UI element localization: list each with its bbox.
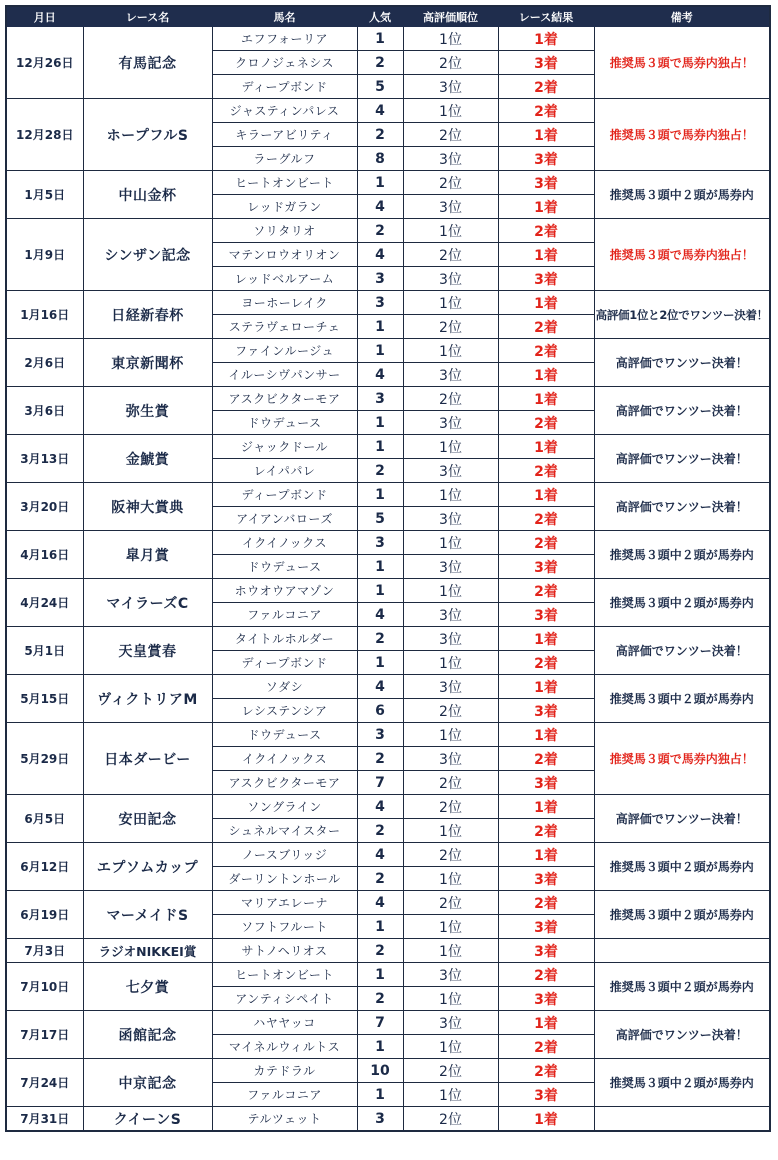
race-result: 2着: [498, 315, 594, 339]
evaluation-rank: 1位: [403, 531, 498, 555]
evaluation-rank: 2位: [403, 699, 498, 723]
popularity: 2: [357, 219, 403, 243]
evaluation-rank: 1位: [403, 1083, 498, 1107]
evaluation-rank: 1位: [403, 435, 498, 459]
evaluation-rank: 1位: [403, 819, 498, 843]
popularity: 4: [357, 243, 403, 267]
evaluation-rank: 3位: [403, 603, 498, 627]
header-race: レース名: [83, 6, 212, 27]
popularity: 1: [357, 915, 403, 939]
evaluation-rank: 2位: [403, 1107, 498, 1132]
popularity: 1: [357, 651, 403, 675]
race-result: 3着: [498, 603, 594, 627]
race-name: 弥生賞: [83, 387, 212, 435]
table-row: [6, 387, 770, 411]
race-note: 推奨馬３頭で馬券内独占！: [594, 99, 770, 171]
popularity: 4: [357, 195, 403, 219]
evaluation-rank: 1位: [403, 339, 498, 363]
race-note: 高評価でワンツー決着！: [594, 627, 770, 675]
race-result: 2着: [498, 459, 594, 483]
table-row: [6, 483, 770, 507]
table-row: [6, 339, 770, 363]
popularity: 4: [357, 891, 403, 915]
popularity: 6: [357, 699, 403, 723]
evaluation-rank: 3位: [403, 411, 498, 435]
horse-name: ダーリントンホール: [212, 867, 357, 891]
evaluation-rank: 3位: [403, 75, 498, 99]
evaluation-rank: 2位: [403, 51, 498, 75]
horse-name: ソダシ: [212, 675, 357, 699]
table-row: [6, 435, 770, 459]
header-rank: 高評価順位: [403, 6, 498, 27]
race-name: 東京新聞杯: [83, 339, 212, 387]
race-note: 高評価でワンツー決着！: [594, 1011, 770, 1059]
race-name: マーメイドS: [83, 891, 212, 939]
evaluation-rank: 2位: [403, 171, 498, 195]
horse-name: ソフトフルート: [212, 915, 357, 939]
popularity: 1: [357, 483, 403, 507]
race-date: 7月3日: [6, 939, 83, 963]
race-result: 3着: [498, 267, 594, 291]
race-name: 皐月賞: [83, 531, 212, 579]
race-note: 推奨馬３頭中２頭が馬券内: [594, 675, 770, 723]
race-result: 2着: [498, 1035, 594, 1059]
evaluation-rank: 1位: [403, 939, 498, 963]
race-name: 七夕賞: [83, 963, 212, 1011]
popularity: 2: [357, 747, 403, 771]
popularity: 2: [357, 867, 403, 891]
table-row: [6, 291, 770, 315]
horse-name: ラーグルフ: [212, 147, 357, 171]
race-date: 5月1日: [6, 627, 83, 675]
horse-name: サトノヘリオス: [212, 939, 357, 963]
popularity: 2: [357, 51, 403, 75]
popularity: 3: [357, 531, 403, 555]
evaluation-rank: 1位: [403, 651, 498, 675]
race-name: 函館記念: [83, 1011, 212, 1059]
race-result: 1着: [498, 387, 594, 411]
table-row: [6, 171, 770, 195]
evaluation-rank: 3位: [403, 147, 498, 171]
horse-name: ヒートオンビート: [212, 171, 357, 195]
race-result: 2着: [498, 75, 594, 99]
horse-name: ノースブリッジ: [212, 843, 357, 867]
race-result: 3着: [498, 555, 594, 579]
race-result: 1着: [498, 723, 594, 747]
race-date: 2月6日: [6, 339, 83, 387]
race-name: ラジオNIKKEI賞: [83, 939, 212, 963]
race-result: 1着: [498, 675, 594, 699]
race-result: 1着: [498, 435, 594, 459]
popularity: 1: [357, 315, 403, 339]
popularity: 2: [357, 819, 403, 843]
horse-name: アスクビクターモア: [212, 387, 357, 411]
race-result: 2着: [498, 747, 594, 771]
race-date: 1月5日: [6, 171, 83, 219]
horse-name: マイネルウィルトス: [212, 1035, 357, 1059]
race-result: 2着: [498, 1059, 594, 1083]
race-note: 推奨馬３頭で馬券内独占！: [594, 27, 770, 99]
table-body: [6, 27, 770, 1132]
popularity: 3: [357, 291, 403, 315]
race-result: 2着: [498, 579, 594, 603]
race-result: 2着: [498, 819, 594, 843]
evaluation-rank: 1位: [403, 1035, 498, 1059]
horse-name: イクイノックス: [212, 747, 357, 771]
evaluation-rank: 1位: [403, 99, 498, 123]
race-result: 2着: [498, 99, 594, 123]
horse-name: タイトルホルダー: [212, 627, 357, 651]
horse-name: シュネルマイスター: [212, 819, 357, 843]
horse-name: イクイノックス: [212, 531, 357, 555]
popularity: 1: [357, 339, 403, 363]
race-result: 1着: [498, 843, 594, 867]
popularity: 1: [357, 579, 403, 603]
table-row: [6, 891, 770, 915]
race-date: 3月13日: [6, 435, 83, 483]
race-name: 阪神大賞典: [83, 483, 212, 531]
table-row: [6, 843, 770, 867]
race-date: 7月24日: [6, 1059, 83, 1107]
evaluation-rank: 3位: [403, 1011, 498, 1035]
race-note: 推奨馬３頭で馬券内独占！: [594, 219, 770, 291]
horse-name: レッドガラン: [212, 195, 357, 219]
horse-name: ジャスティンパレス: [212, 99, 357, 123]
popularity: 2: [357, 123, 403, 147]
evaluation-rank: 1位: [403, 27, 498, 51]
horse-name: ドウデュース: [212, 723, 357, 747]
table-row: [6, 963, 770, 987]
evaluation-rank: 3位: [403, 195, 498, 219]
evaluation-rank: 2位: [403, 771, 498, 795]
popularity: 4: [357, 363, 403, 387]
header-date: 月日: [6, 6, 83, 27]
popularity: 3: [357, 267, 403, 291]
race-date: 5月15日: [6, 675, 83, 723]
horse-name: イルーシヴパンサー: [212, 363, 357, 387]
race-result: 3着: [498, 171, 594, 195]
race-result: 1着: [498, 1107, 594, 1132]
evaluation-rank: 1位: [403, 987, 498, 1011]
evaluation-rank: 1位: [403, 723, 498, 747]
horse-name: キラーアビリティ: [212, 123, 357, 147]
horse-name: レッドベルアーム: [212, 267, 357, 291]
race-note: 高評価でワンツー決着！: [594, 387, 770, 435]
race-result: 3着: [498, 771, 594, 795]
race-result: 1着: [498, 123, 594, 147]
horse-name: ホウオウアマゾン: [212, 579, 357, 603]
race-date: 1月16日: [6, 291, 83, 339]
race-date: 6月5日: [6, 795, 83, 843]
race-note: 高評価でワンツー決着！: [594, 435, 770, 483]
evaluation-rank: 3位: [403, 963, 498, 987]
race-note: [594, 939, 770, 963]
horse-name: テルツェット: [212, 1107, 357, 1132]
horse-name: レシステンシア: [212, 699, 357, 723]
table-row: [6, 531, 770, 555]
race-result: 2着: [498, 891, 594, 915]
evaluation-rank: 2位: [403, 843, 498, 867]
race-result: 2着: [498, 507, 594, 531]
horse-name: ファルコニア: [212, 603, 357, 627]
race-result: 1着: [498, 195, 594, 219]
popularity: 2: [357, 987, 403, 1011]
race-date: 3月20日: [6, 483, 83, 531]
header-popularity: 人気: [357, 6, 403, 27]
race-date: 5月29日: [6, 723, 83, 795]
table-row: [6, 795, 770, 819]
race-name: 中山金杯: [83, 171, 212, 219]
horse-name: マテンロウオリオン: [212, 243, 357, 267]
evaluation-rank: 2位: [403, 795, 498, 819]
popularity: 7: [357, 1011, 403, 1035]
table-row: [6, 27, 770, 51]
race-result: 3着: [498, 987, 594, 1011]
race-result: 3着: [498, 699, 594, 723]
horse-name: ハヤヤッコ: [212, 1011, 357, 1035]
evaluation-rank: 3位: [403, 747, 498, 771]
race-name: 日本ダービー: [83, 723, 212, 795]
evaluation-rank: 2位: [403, 315, 498, 339]
race-result: 1着: [498, 483, 594, 507]
race-result: 3着: [498, 915, 594, 939]
header-horse: 馬名: [212, 6, 357, 27]
race-name: ホープフルS: [83, 99, 212, 171]
popularity: 1: [357, 27, 403, 51]
horse-name: アスクビクターモア: [212, 771, 357, 795]
evaluation-rank: 1位: [403, 915, 498, 939]
popularity: 3: [357, 1107, 403, 1132]
popularity: 10: [357, 1059, 403, 1083]
race-note: 高評価1位と2位でワンツー決着！: [594, 291, 770, 339]
evaluation-rank: 2位: [403, 243, 498, 267]
results-sheet: [5, 5, 771, 1132]
horse-name: エフフォーリア: [212, 27, 357, 51]
race-date: 7月17日: [6, 1011, 83, 1059]
popularity: 4: [357, 843, 403, 867]
horse-name: マリアエレーナ: [212, 891, 357, 915]
popularity: 4: [357, 795, 403, 819]
race-results-table: [5, 5, 771, 1132]
evaluation-rank: 1位: [403, 867, 498, 891]
race-result: 1着: [498, 363, 594, 387]
race-note: 推奨馬３頭中２頭が馬券内: [594, 843, 770, 891]
race-note: 推奨馬３頭中２頭が馬券内: [594, 963, 770, 1011]
horse-name: ジャックドール: [212, 435, 357, 459]
horse-name: アンティシペイト: [212, 987, 357, 1011]
race-note: 推奨馬３頭中２頭が馬券内: [594, 171, 770, 219]
race-date: 7月10日: [6, 963, 83, 1011]
race-result: 3着: [498, 147, 594, 171]
horse-name: ヨーホーレイク: [212, 291, 357, 315]
race-result: 1着: [498, 291, 594, 315]
race-date: 6月12日: [6, 843, 83, 891]
race-note: 高評価でワンツー決着！: [594, 795, 770, 843]
header-note: 備考: [594, 6, 770, 27]
race-date: 6月19日: [6, 891, 83, 939]
popularity: 1: [357, 411, 403, 435]
horse-name: レイパパレ: [212, 459, 357, 483]
header-result: レース結果: [498, 6, 594, 27]
popularity: 4: [357, 675, 403, 699]
horse-name: カテドラル: [212, 1059, 357, 1083]
race-result: 1着: [498, 243, 594, 267]
evaluation-rank: 2位: [403, 1059, 498, 1083]
evaluation-rank: 1位: [403, 291, 498, 315]
race-name: 安田記念: [83, 795, 212, 843]
race-name: 天皇賞春: [83, 627, 212, 675]
race-result: 2着: [498, 651, 594, 675]
race-name: シンザン記念: [83, 219, 212, 291]
evaluation-rank: 3位: [403, 363, 498, 387]
race-name: 日経新春杯: [83, 291, 212, 339]
race-date: 3月6日: [6, 387, 83, 435]
race-result: 1着: [498, 795, 594, 819]
race-result: 2着: [498, 219, 594, 243]
horse-name: ソングライン: [212, 795, 357, 819]
race-date: 12月28日: [6, 99, 83, 171]
evaluation-rank: 3位: [403, 555, 498, 579]
evaluation-rank: 3位: [403, 459, 498, 483]
race-date: 7月31日: [6, 1107, 83, 1132]
race-result: 3着: [498, 51, 594, 75]
race-result: 2着: [498, 963, 594, 987]
table-row: [6, 627, 770, 651]
horse-name: クロノジェネシス: [212, 51, 357, 75]
popularity: 2: [357, 627, 403, 651]
table-row: [6, 939, 770, 963]
popularity: 2: [357, 939, 403, 963]
table-row: [6, 1011, 770, 1035]
horse-name: ヒートオンビート: [212, 963, 357, 987]
evaluation-rank: 1位: [403, 483, 498, 507]
race-note: 高評価でワンツー決着！: [594, 339, 770, 387]
table-row: [6, 1107, 770, 1132]
race-result: 1着: [498, 27, 594, 51]
race-result: 1着: [498, 1011, 594, 1035]
horse-name: ステラヴェローチェ: [212, 315, 357, 339]
table-row: [6, 579, 770, 603]
horse-name: ディープボンド: [212, 75, 357, 99]
evaluation-rank: 3位: [403, 267, 498, 291]
race-date: 1月9日: [6, 219, 83, 291]
evaluation-rank: 1位: [403, 579, 498, 603]
table-row: [6, 723, 770, 747]
horse-name: ドウデュース: [212, 411, 357, 435]
race-name: ヴィクトリアM: [83, 675, 212, 723]
horse-name: ディープボンド: [212, 483, 357, 507]
race-name: 金鯱賞: [83, 435, 212, 483]
evaluation-rank: 3位: [403, 507, 498, 531]
race-result: 3着: [498, 867, 594, 891]
table-row: [6, 1059, 770, 1083]
horse-name: ファインルージュ: [212, 339, 357, 363]
race-name: クイーンS: [83, 1107, 212, 1132]
race-result: 2着: [498, 531, 594, 555]
horse-name: ディープボンド: [212, 651, 357, 675]
table-row: [6, 219, 770, 243]
race-note: 推奨馬３頭で馬券内独占！: [594, 723, 770, 795]
table-row: [6, 99, 770, 123]
evaluation-rank: 2位: [403, 123, 498, 147]
evaluation-rank: 3位: [403, 675, 498, 699]
race-result: 2着: [498, 411, 594, 435]
popularity: 1: [357, 963, 403, 987]
popularity: 1: [357, 435, 403, 459]
evaluation-rank: 2位: [403, 891, 498, 915]
popularity: 1: [357, 555, 403, 579]
popularity: 1: [357, 1083, 403, 1107]
race-result: 3着: [498, 939, 594, 963]
race-note: [594, 1107, 770, 1132]
popularity: 2: [357, 459, 403, 483]
popularity: 4: [357, 603, 403, 627]
race-name: 有馬記念: [83, 27, 212, 99]
popularity: 5: [357, 75, 403, 99]
race-date: 4月16日: [6, 531, 83, 579]
horse-name: ソリタリオ: [212, 219, 357, 243]
popularity: 3: [357, 723, 403, 747]
race-name: エプソムカップ: [83, 843, 212, 891]
race-date: 12月26日: [6, 27, 83, 99]
popularity: 3: [357, 387, 403, 411]
race-name: マイラーズC: [83, 579, 212, 627]
race-result: 2着: [498, 339, 594, 363]
popularity: 4: [357, 99, 403, 123]
race-note: 推奨馬３頭中２頭が馬券内: [594, 1059, 770, 1107]
table-row: [6, 675, 770, 699]
horse-name: ファルコニア: [212, 1083, 357, 1107]
horse-name: ドウデュース: [212, 555, 357, 579]
race-name: 中京記念: [83, 1059, 212, 1107]
popularity: 1: [357, 1035, 403, 1059]
race-note: 推奨馬３頭中２頭が馬券内: [594, 891, 770, 939]
race-result: 1着: [498, 627, 594, 651]
header-row: [6, 6, 770, 27]
evaluation-rank: 2位: [403, 387, 498, 411]
race-result: 3着: [498, 1083, 594, 1107]
popularity: 5: [357, 507, 403, 531]
race-note: 高評価でワンツー決着！: [594, 483, 770, 531]
race-note: 推奨馬３頭中２頭が馬券内: [594, 579, 770, 627]
horse-name: アイアンバローズ: [212, 507, 357, 531]
race-date: 4月24日: [6, 579, 83, 627]
popularity: 1: [357, 171, 403, 195]
popularity: 7: [357, 771, 403, 795]
race-note: 推奨馬３頭中２頭が馬券内: [594, 531, 770, 579]
evaluation-rank: 1位: [403, 219, 498, 243]
popularity: 8: [357, 147, 403, 171]
evaluation-rank: 3位: [403, 627, 498, 651]
